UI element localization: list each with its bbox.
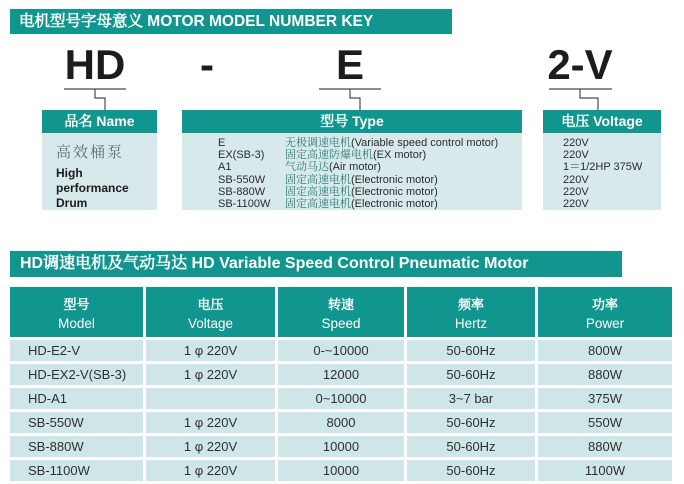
column-header-en: Speed [321,315,361,331]
model-code-middle: E [335,41,364,88]
column-header [407,287,535,337]
cell-power: 375W [538,388,672,409]
type-box-content [182,133,522,210]
cell-voltage: 1 φ 220V [146,436,275,457]
voltage-line: 220V [563,149,589,162]
type-row [182,198,522,210]
type-code: SB-880W [218,185,266,198]
spec-table-body [10,340,672,481]
column-header-cn: 转速 [327,296,354,312]
table-row [10,436,672,457]
table-row [10,412,672,433]
cell-hertz: 3~7 bar [407,388,535,409]
cell-speed: 0~10000 [278,388,404,409]
cell-model: HD-EX2-V(SB-3) [10,364,143,385]
table-row [10,364,672,385]
type-description-cn: 固定高速电机 [285,184,351,198]
column-header [538,287,672,337]
type-description-cn: 无极调速电机 [285,136,351,149]
column-header-cn: 型号 [63,296,90,312]
cell-speed: 8000 [278,412,404,433]
cell-speed: 10000 [278,436,404,457]
type-description-en: (Air motor) [329,161,381,174]
cell-hertz: 50-60Hz [407,340,535,361]
voltage-line: 220V [563,198,589,211]
name-english2: Drum [56,196,88,210]
voltage-box-content [543,133,661,210]
cell-speed: 12000 [278,364,404,385]
voltage-line: 220V [563,185,589,198]
type-description-cn: 固定高速电机 [285,197,351,211]
cell-model: SB-880W [10,436,143,457]
name-english1: High performance [56,166,129,195]
model-code-prefix: HD [64,41,126,88]
column-header-en: Hertz [454,315,488,331]
cell-power: 1100W [538,460,672,481]
cell-power: 880W [538,436,672,457]
type-description-en: (EX motor) [373,149,427,162]
type-description-en: (Electronic motor) [351,173,438,186]
type-description-cn: 气动马达 [285,160,329,174]
type-row [182,186,522,198]
type-box-header: 型号 Type [182,110,522,133]
type-code: E [218,137,226,149]
type-description-en: (Electronic motor) [351,185,438,198]
column-header [278,287,404,337]
type-description-cn: 固定高速防爆电机 [285,148,373,162]
column-header [10,287,143,337]
column-header-en: Power [585,315,625,331]
type-row [182,174,522,186]
cell-model: SB-550W [10,412,143,433]
type-description-cn: 固定高速电机 [285,172,351,186]
type-code: A1 [218,161,232,174]
column-header-en: Model [58,315,95,331]
cell-model: SB-1100W [10,460,143,481]
cell-power: 880W [538,364,672,385]
cell-voltage: 1 φ 220V [146,460,275,481]
name-box-content [42,133,157,210]
cell-speed: 10000 [278,460,404,481]
spec-table-header [10,287,672,337]
type-code: SB-550W [218,173,266,186]
cell-voltage: 1 φ 220V [146,340,275,361]
table-row [10,340,672,361]
name-chinese: 高效桶泵 [56,143,125,161]
section1-title-bar: 电机型号字母意义 MOTOR MODEL NUMBER KEY [10,9,452,34]
column-header-cn: 频率 [457,296,484,312]
cell-voltage [146,388,275,409]
type-description-en: (Variable speed control motor) [351,137,499,149]
cell-power: 800W [538,340,672,361]
column-header-cn: 功率 [591,296,618,312]
table-row [10,460,672,481]
cell-hertz: 50-60Hz [407,412,535,433]
voltage-line: 220V [563,137,589,149]
type-row [182,149,522,161]
column-header-cn: 电压 [197,296,224,312]
column-header [146,287,275,337]
cell-model: HD-A1 [10,388,143,409]
cell-voltage: 1 φ 220V [146,412,275,433]
cell-hertz: 50-60Hz [407,436,535,457]
column-header-en: Voltage [187,315,234,331]
name-box-header: 品名 Name [42,110,157,133]
cell-speed: 0-~10000 [278,340,404,361]
cell-hertz: 50-60Hz [407,460,535,481]
type-code: EX(SB-3) [218,149,265,162]
voltage-line: 1＝1/2HP 375W [563,161,643,174]
cell-power: 550W [538,412,672,433]
type-row [182,161,522,173]
type-description-en: (Electronic motor) [351,198,438,211]
type-code: SB-1100W [218,198,271,211]
cell-hertz: 50-60Hz [407,364,535,385]
voltage-line: 220V [563,173,589,186]
spec-table [10,287,672,481]
voltage-box-header: 电压 Voltage [543,110,661,133]
table-row [10,388,672,409]
cell-model: HD-E2-V [10,340,143,361]
cell-voltage: 1 φ 220V [146,364,275,385]
model-code-suffix: 2-V [547,41,613,88]
model-code-dash: - [200,41,214,88]
section2-title-bar: HD调速电机及气动马达 HD Variable Speed Control Pneumatic Motor [10,251,622,277]
